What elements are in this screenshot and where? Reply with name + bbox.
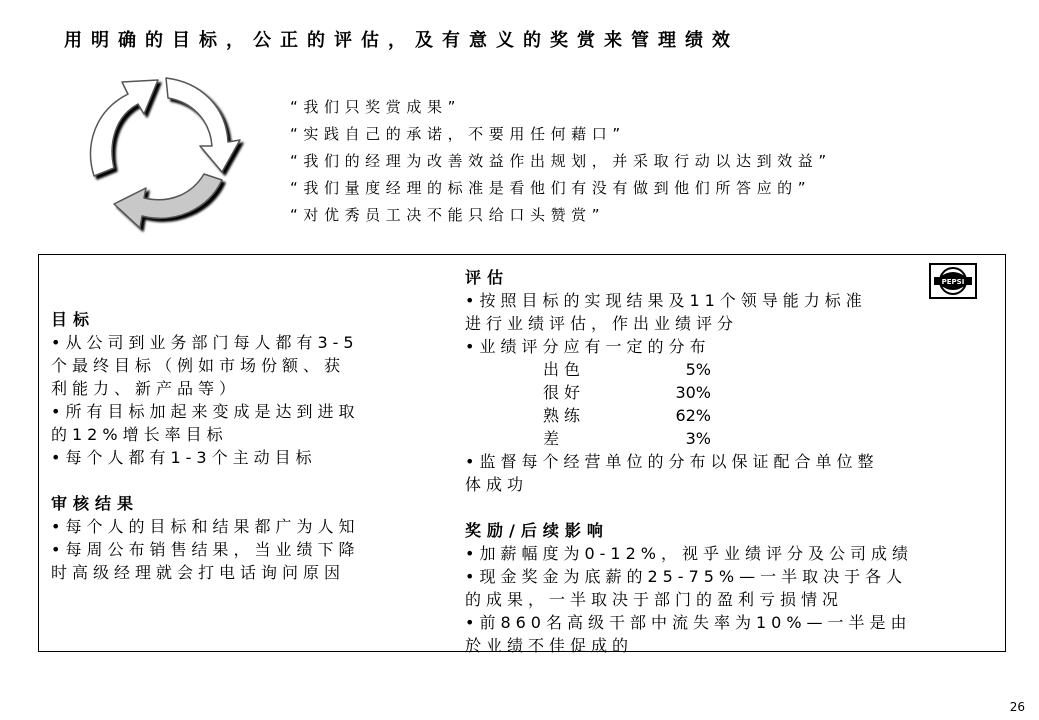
distribution-value: 62% [675, 406, 711, 425]
distribution-label: 很好 [543, 383, 586, 402]
page-number: 26 [1009, 700, 1025, 714]
distribution-value: 30% [675, 383, 711, 402]
goals-line: 个最终目标（例如市场份额、获 [51, 356, 346, 375]
evaluation-line: •业绩评分应有一定的分布 [465, 337, 711, 356]
distribution-value: 5% [685, 360, 711, 379]
distribution-label: 熟练 [543, 406, 586, 425]
rewards-line: •加薪幅度为0-12%，视乎业绩评分及公司成绩 [465, 544, 913, 563]
logo-text: PEPSI [941, 277, 965, 286]
left-column [51, 308, 359, 584]
review-line: •每个人的目标和结果都广为人知 [51, 517, 360, 536]
quote-item: “对优秀员工决不能只给口头赞赏” [290, 206, 606, 224]
goals-line: •从公司到业务部门每人都有3-5 [51, 333, 359, 352]
quote-item: “我们量度经理的标准是看他们有没有做到他们所答应的” [290, 179, 812, 197]
quotes-list [290, 94, 832, 229]
rewards-heading: 奖励/后续影响 [465, 521, 609, 540]
distribution-value: 3% [685, 429, 711, 448]
distribution-label: 出色 [543, 360, 586, 379]
rewards-line: 的成果，一半取决于部门的盈利亏损情况 [465, 590, 844, 609]
evaluation-line: •按照目标的实现结果及11个领导能力标准 [465, 291, 867, 310]
distribution-row [465, 427, 913, 450]
goals-line: 利能力、新产品等） [51, 379, 241, 398]
distribution-row [465, 381, 913, 404]
rewards-line: •现金奖金为底薪的25-75%—一半取决于各人 [465, 567, 908, 586]
evaluation-line: 体成功 [465, 475, 529, 494]
cycle-arrows-icon [62, 64, 252, 234]
quote-item: “我们只奖赏成果” [290, 98, 461, 116]
review-heading: 审核结果 [51, 494, 140, 513]
evaluation-line: 进行业绩评估，作出业绩评分 [465, 314, 739, 333]
rewards-line: •前860名高级干部中流失率为10%—一半是由 [465, 613, 912, 632]
goals-line: 的12%增长率目标 [51, 425, 228, 444]
goals-line: •所有目标加起来变成是达到进取 [51, 402, 360, 421]
evaluation-line: •监督每个经营单位的分布以保证配合单位整 [465, 452, 879, 471]
quote-item: “我们的经理为改善效益作出规划，并采取行动以达到效益” [290, 152, 832, 170]
review-line: •每周公布销售结果，当业绩下降 [51, 540, 360, 559]
page-title: 用明确的目标，公正的评估，及有意义的奖赏来管理绩效 [64, 30, 739, 51]
rewards-line: 於业绩不佳促成的 [465, 636, 634, 655]
pepsi-logo-icon [929, 263, 977, 299]
right-column [465, 266, 913, 657]
review-line: 时高级经理就会打电话询问原因 [51, 563, 346, 582]
evaluation-heading: 评估 [465, 268, 510, 287]
goals-heading: 目标 [51, 310, 96, 329]
distribution-label: 差 [543, 429, 565, 448]
distribution-row [465, 404, 913, 427]
goals-line: •每个人都有1-3个主动目标 [51, 448, 317, 467]
distribution-row [465, 358, 913, 381]
quote-item: “实践自己的承诺，不要用任何藉口” [290, 125, 626, 143]
content-box [38, 254, 1006, 655]
